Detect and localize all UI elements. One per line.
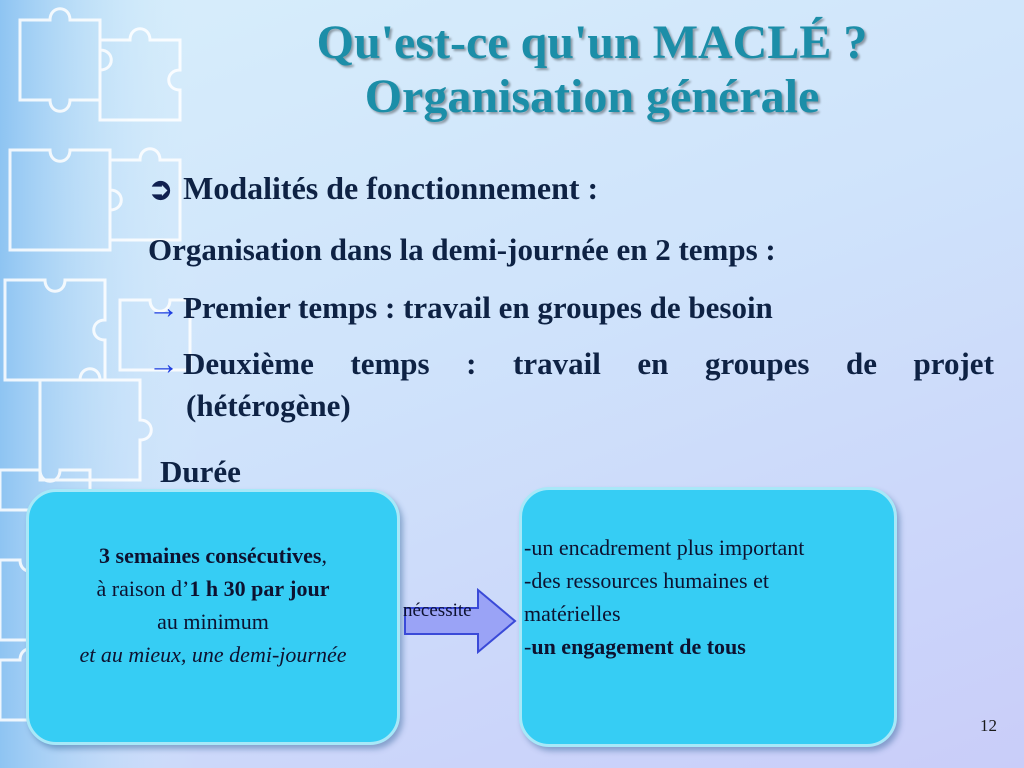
requirements-box	[519, 487, 897, 747]
bullet-premier-temps	[148, 290, 773, 326]
duration-line2: à raison d’1 h 30 par jour	[96, 576, 330, 601]
slide-title-line1: Qu'est-ce qu'un MACLÉ ?	[316, 16, 868, 69]
circled-arrow-icon: ➲	[148, 173, 174, 206]
b3-word: Deuxième	[183, 346, 314, 381]
req-line1: -un encadrement plus important	[524, 535, 805, 560]
duration-box	[26, 489, 400, 745]
b3-word: en	[637, 346, 669, 381]
b3-word: de	[846, 346, 877, 381]
req-line3: matérielles	[524, 601, 621, 626]
right-arrow-icon: →	[148, 290, 179, 325]
bullet-modalites	[148, 170, 598, 207]
slide-number: 12	[980, 716, 997, 735]
duree-heading: Durée	[160, 454, 241, 489]
b3-word: :	[466, 346, 477, 381]
paragraph-organisation: Organisation dans la demi-journée en 2 temps :	[148, 232, 776, 267]
necessite-label: nécessite	[403, 600, 472, 621]
b3-word: projet	[913, 346, 994, 381]
duration-line1: 3 semaines consécutives,	[99, 543, 327, 568]
b3-word: travail	[513, 346, 601, 381]
req-line4: -un engagement de tous	[524, 634, 746, 659]
b3-word: groupes	[704, 346, 810, 381]
duration-line4: et au mieux, une demi-journée	[79, 642, 347, 667]
bullet-deuxieme-temps	[148, 346, 994, 424]
req-line2: -des ressources humaines et	[524, 568, 769, 593]
right-arrow-icon: →	[148, 346, 179, 381]
bullet-premier-temps-text: Premier temps : travail en groupes de besoin	[183, 290, 773, 325]
bullet-deuxieme-temps-line2: (hétérogène)	[186, 388, 351, 423]
b3-word: temps	[350, 346, 430, 381]
duration-line3: au minimum	[157, 609, 269, 634]
slide-title-line2: Organisation générale	[364, 70, 820, 123]
bullet-modalites-text: Modalités de fonctionnement :	[183, 170, 599, 206]
